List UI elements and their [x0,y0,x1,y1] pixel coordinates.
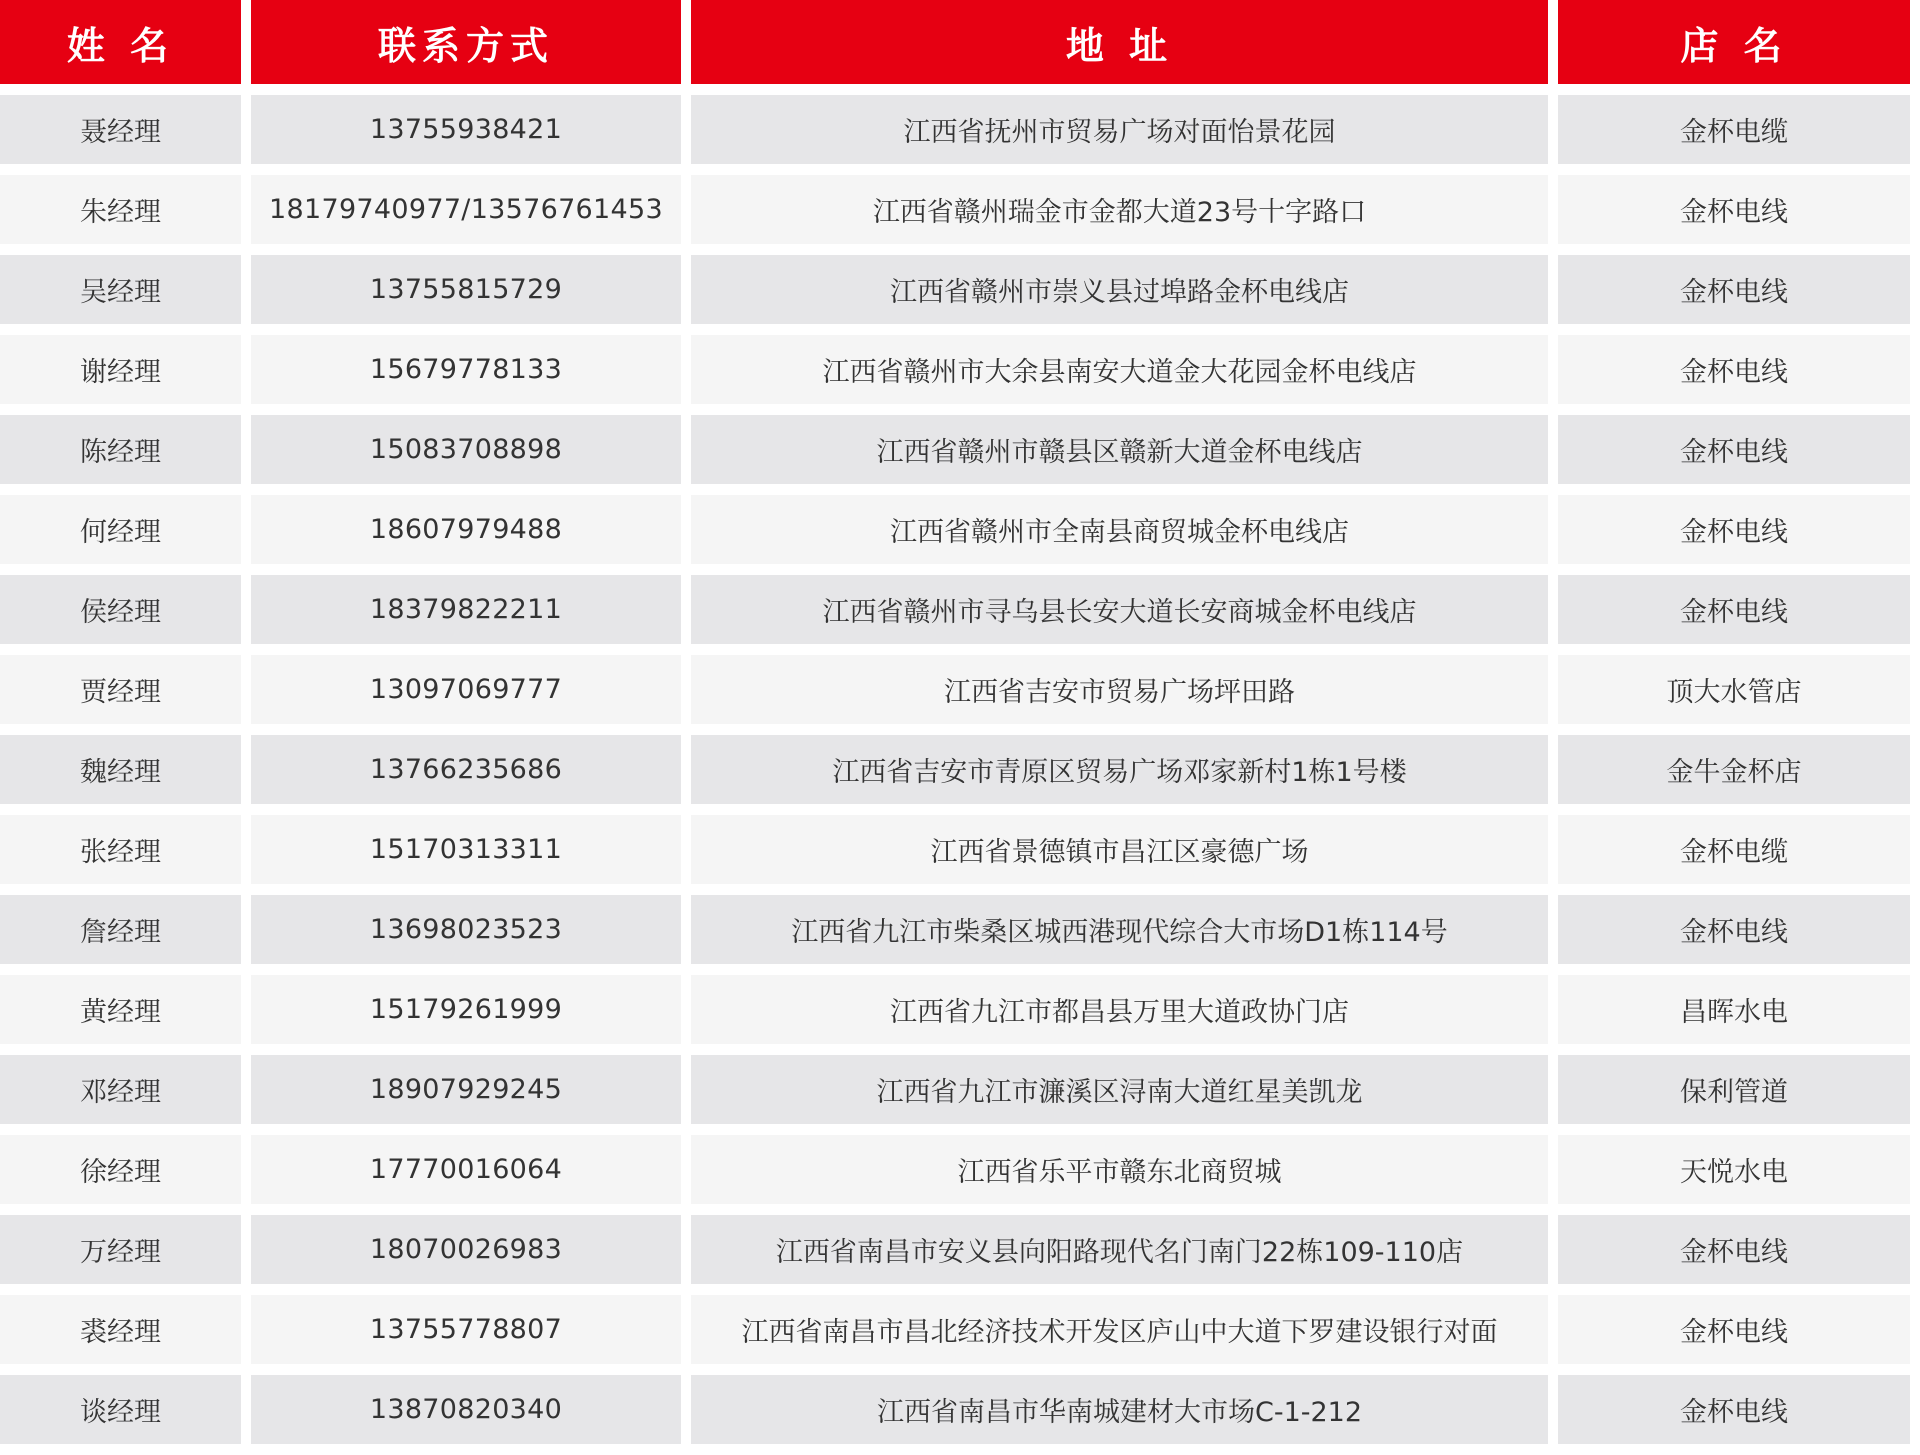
cell-address: 江西省赣州市赣县区赣新大道金杯电线店 [691,415,1548,484]
cell-address: 江西省南昌市安义县向阳路现代名门南门22栋109-110店 [691,1215,1548,1284]
cell-address: 江西省赣州市大余县南安大道金大花园金杯电线店 [691,335,1548,404]
cell-address: 江西省南昌市华南城建材大市场C-1-212 [691,1375,1548,1444]
cell-address: 江西省南昌市昌北经济技术开发区庐山中大道下罗建设银行对面 [691,1295,1548,1364]
cell-phone: 18607979488 [251,495,681,564]
table-row [0,415,1920,484]
cell-shop: 金杯电线 [1558,575,1910,644]
table-row [0,255,1920,324]
cell-name: 聂经理 [0,95,241,164]
cell-name: 吴经理 [0,255,241,324]
cell-name: 詹经理 [0,895,241,964]
table-row [0,655,1920,724]
table-row [0,975,1920,1044]
table-header-row [0,0,1920,84]
header-name: 姓 名 [0,0,241,84]
cell-name: 贾经理 [0,655,241,724]
cell-phone: 13755938421 [251,95,681,164]
cell-phone: 13766235686 [251,735,681,804]
table-row [0,175,1920,244]
cell-address: 江西省九江市濂溪区浔南大道红星美凯龙 [691,1055,1548,1124]
cell-address: 江西省赣州市全南县商贸城金杯电线店 [691,495,1548,564]
cell-name: 侯经理 [0,575,241,644]
cell-address: 江西省吉安市贸易广场坪田路 [691,655,1548,724]
cell-name: 何经理 [0,495,241,564]
table-row [0,1295,1920,1364]
table-row [0,95,1920,164]
cell-shop: 金杯电线 [1558,335,1910,404]
cell-address: 江西省吉安市青原区贸易广场邓家新村1栋1号楼 [691,735,1548,804]
table-row [0,575,1920,644]
table-row [0,1375,1920,1444]
cell-phone: 13097069777 [251,655,681,724]
table-row [0,1055,1920,1124]
header-shop: 店 名 [1558,0,1910,84]
cell-name: 陈经理 [0,415,241,484]
cell-name: 裘经理 [0,1295,241,1364]
cell-name: 万经理 [0,1215,241,1284]
cell-phone: 15179261999 [251,975,681,1044]
cell-shop: 金杯电线 [1558,495,1910,564]
cell-shop: 顶大水管店 [1558,655,1910,724]
cell-address: 江西省赣州瑞金市金都大道23号十字路口 [691,175,1548,244]
cell-address: 江西省乐平市赣东北商贸城 [691,1135,1548,1204]
table-row [0,815,1920,884]
table-row [0,1215,1920,1284]
cell-shop: 金杯电线 [1558,1295,1910,1364]
cell-phone: 13698023523 [251,895,681,964]
header-address: 地 址 [691,0,1548,84]
cell-phone: 17770016064 [251,1135,681,1204]
cell-phone: 13870820340 [251,1375,681,1444]
header-contact: 联系方式 [251,0,681,84]
cell-shop: 金杯电缆 [1558,815,1910,884]
cell-shop: 金杯电线 [1558,255,1910,324]
cell-name: 张经理 [0,815,241,884]
table-body [0,95,1920,1444]
cell-shop: 保利管道 [1558,1055,1910,1124]
cell-shop: 金牛金杯店 [1558,735,1910,804]
cell-phone: 18179740977/13576761453 [251,175,681,244]
table-row [0,895,1920,964]
cell-shop: 金杯电线 [1558,175,1910,244]
cell-address: 江西省九江市都昌县万里大道政协门店 [691,975,1548,1044]
cell-name: 邓经理 [0,1055,241,1124]
cell-shop: 金杯电缆 [1558,95,1910,164]
cell-address: 江西省抚州市贸易广场对面怡景花园 [691,95,1548,164]
cell-name: 黄经理 [0,975,241,1044]
cell-address: 江西省赣州市寻乌县长安大道长安商城金杯电线店 [691,575,1548,644]
cell-shop: 金杯电线 [1558,415,1910,484]
cell-shop: 昌晖水电 [1558,975,1910,1044]
table-row [0,1135,1920,1204]
cell-address: 江西省赣州市崇义县过埠路金杯电线店 [691,255,1548,324]
cell-phone: 13755815729 [251,255,681,324]
cell-shop: 金杯电线 [1558,1215,1910,1284]
table-row [0,335,1920,404]
cell-shop: 金杯电线 [1558,895,1910,964]
cell-shop: 金杯电线 [1558,1375,1910,1444]
cell-name: 谢经理 [0,335,241,404]
cell-phone: 15679778133 [251,335,681,404]
cell-phone: 18070026983 [251,1215,681,1284]
table-row [0,735,1920,804]
cell-name: 朱经理 [0,175,241,244]
cell-phone: 15170313311 [251,815,681,884]
cell-address: 江西省景德镇市昌江区豪德广场 [691,815,1548,884]
cell-phone: 18907929245 [251,1055,681,1124]
table-row [0,495,1920,564]
cell-name: 魏经理 [0,735,241,804]
cell-phone: 18379822211 [251,575,681,644]
cell-address: 江西省九江市柴桑区城西港现代综合大市场D1栋114号 [691,895,1548,964]
cell-shop: 天悦水电 [1558,1135,1910,1204]
cell-phone: 15083708898 [251,415,681,484]
cell-name: 徐经理 [0,1135,241,1204]
cell-phone: 13755778807 [251,1295,681,1364]
cell-name: 谈经理 [0,1375,241,1444]
